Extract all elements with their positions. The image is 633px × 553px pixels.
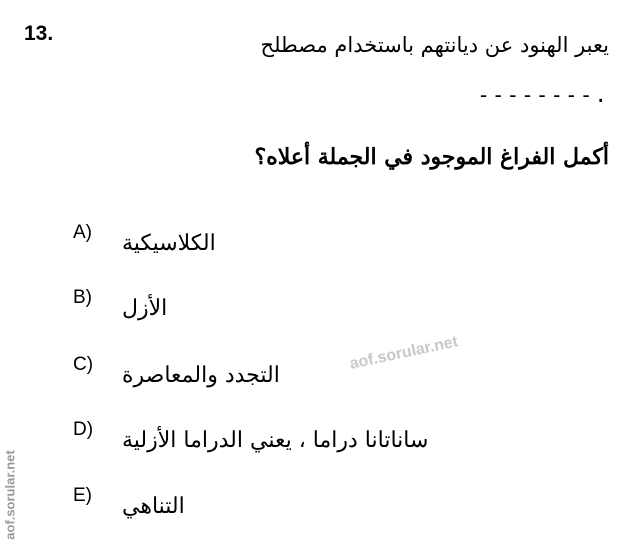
question-stem-blank: --------. — [477, 83, 609, 107]
center-watermark: aof.sorular.net — [348, 333, 460, 373]
option-e-letter[interactable]: E) — [73, 485, 92, 506]
option-d-letter[interactable]: D) — [73, 419, 94, 440]
question-stem-line1: يعبر الهنود عن ديانتهم باستخدام مصطلح — [260, 33, 609, 57]
option-b-letter[interactable]: B) — [73, 287, 92, 308]
option-a-letter[interactable]: A) — [73, 222, 92, 243]
option-c-letter[interactable]: C) — [73, 354, 94, 375]
option-c-text[interactable]: التجدد والمعاصرة — [122, 363, 280, 388]
option-e-text[interactable]: التناهي — [122, 494, 185, 519]
side-watermark: aof.sorular.net — [2, 450, 18, 540]
option-d-text[interactable]: ساناتانا دراما ، يعني الدراما الأزلية — [122, 428, 429, 453]
question-prompt: أكمل الفراغ الموجود في الجملة أعلاه؟ — [254, 144, 609, 170]
option-a-text[interactable]: الكلاسيكية — [122, 231, 216, 256]
question-number: 13. — [24, 22, 54, 45]
option-b-text[interactable]: الأزل — [122, 296, 168, 321]
